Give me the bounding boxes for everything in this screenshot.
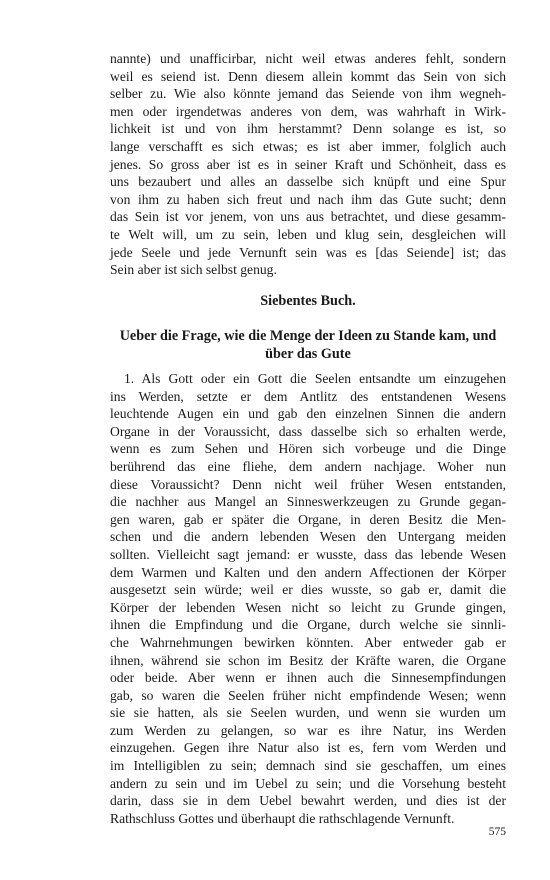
text-line: im Intelligiblen zu sein; demnach sind sie geschaffen, um eines: [110, 758, 506, 774]
text-line: men oder irgendetwas anderes von dem, was wahrhaft in Wirk-: [110, 103, 506, 119]
text-line: Rathschluss Gottes und überhaupt die rathschlagende Vernunft.: [110, 810, 455, 826]
chapter-heading-line: Ueber die Frage, wie die Menge der Ideen zu Stande kam, und: [119, 328, 497, 344]
text-line: oder beide. Aber wenn er ihnen auch die Sinnesempfindungen: [110, 670, 506, 686]
text-line: weil es seiend ist. Denn diesem allein kommt das Sein von sich: [110, 68, 506, 84]
text-line: diese Voraussicht? Denn nicht weil früher Wesen entstanden,: [110, 476, 506, 492]
text-line: jede Seele und jede Vernunft sein was es [das Seiende] ist; das: [110, 244, 506, 260]
text-line: berührend das eine fliehe, dem andern nachjage. Woher nun: [110, 458, 506, 474]
text-line: wenn es zum Sehen und Hören sich vorbeuge und die Dinge: [110, 441, 506, 457]
text-line: lichkeit ist und von ihm herstammt? Denn solange es ist, so: [110, 121, 506, 137]
book-heading: Siebentes Buch.: [260, 293, 356, 309]
text-line: 1. Als Gott oder ein Gott die Seelen entsandte um einzugehen: [124, 371, 506, 386]
text-line: ausgesetzt sein würde; weil er dies wusste, so gab er, damit die: [110, 582, 506, 598]
text-line: darin, dass sie in dem Uebel bewahrt werden, und dies ist der: [110, 793, 506, 809]
text-line: ins Werden, setzte er dem Antlitz des entstandenen Wesens: [110, 388, 506, 404]
text-line: Körper der lebenden Wesen nicht so leicht zu Grunde gingen,: [110, 599, 506, 615]
page-number: 575: [488, 826, 506, 838]
text-line: schen und die andern lebenden Wesen den Untergang meiden: [110, 529, 506, 545]
text-line: Organe in der Voraussicht, dass dasselbe sich so erhalten werde,: [110, 423, 506, 439]
chapter-heading-line: über das Gute: [265, 345, 351, 362]
text-line: Sein aber ist sich selbst genug.: [110, 262, 277, 278]
text-line: gab, so waren die Seelen früher nicht empfindende Wesen; wenn: [110, 687, 506, 703]
text-line: lange verschafft es sich etwas; es ist aber immer, folglich auch: [110, 138, 506, 154]
chapter-heading: [110, 328, 506, 363]
text-line: sie sie hatten, als sie Seelen wurden, und wenn sie wurden um: [110, 705, 506, 721]
text-line: nannte) und unafficirbar, nicht weil etwas anderes fehlt, sondern: [110, 51, 506, 66]
text-line: te Welt will, um zu sein, leben und klug sein, desgleichen will: [110, 226, 506, 242]
text-line: dem Warmen und Kalten und den andern Affectionen der Körper: [110, 564, 506, 580]
text-line: von ihm zu haben sich freut und nach ihm das Gute sucht; denn: [110, 191, 506, 207]
text-line: uns bezaubert und alles an dasselbe sich knüpft und eine Spur: [110, 174, 506, 190]
text-line: zum Werden zu gelangen, so war es ihre Natur, ins Werden: [110, 722, 506, 738]
text-line: die nachher aus Mangel an Sinneswerkzeugen zu Grunde gegan-: [110, 494, 506, 510]
text-line: selber zu. Wie also könnte jemand das Seiende von ihm wegneh-: [110, 86, 506, 102]
text-line: jenes. So gross aber ist es in seiner Kraft und Schönheit, dass es: [110, 156, 506, 172]
text-line: sollten. Vielleicht sagt jemand: er wusste, dass das lebende Wesen: [110, 546, 506, 562]
paragraph-2: [110, 370, 506, 827]
text-line: ihnen, während sie schon im Besitz der Kräfte waren, die Organe: [110, 652, 506, 668]
text-line: che Wahrnehmungen bewirken könnten. Aber entweder gab er: [110, 634, 506, 650]
text-line: leuchtende Augen ein und gab den einzelnen Sinnen die andern: [110, 406, 506, 422]
text-line: einzugehen. Gegen ihre Natur also ist es, fern vom Werden und: [110, 740, 506, 756]
text-line: andern zu sein und im Uebel zu sein; und die Vorsehung besteht: [110, 775, 506, 791]
paragraph-1: [110, 50, 506, 279]
text-line: ihnen die Empfindung und die Organe, durch welche sie sinnli-: [110, 617, 506, 633]
text-line: gen waren, gab er später die Organe, in deren Besitz die Men-: [110, 511, 506, 527]
text-line: das Sein ist vor jenem, von uns aus betrachtet, und diese gesamm-: [110, 209, 506, 225]
